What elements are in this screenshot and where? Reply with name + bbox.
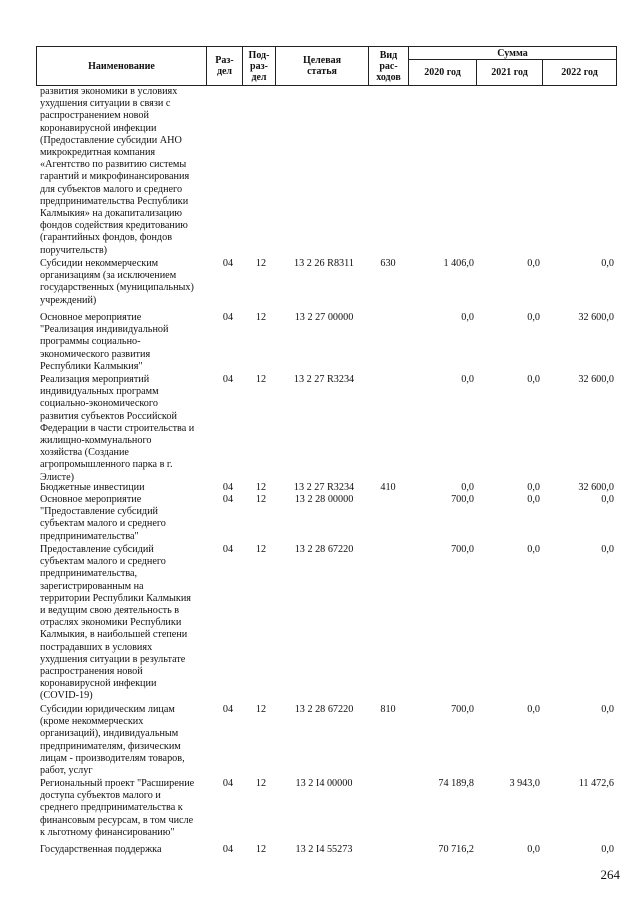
cell-y2021: 0,0: [527, 374, 540, 385]
cell-y2021: 0,0: [527, 544, 540, 555]
cell-subsection: 12: [255, 258, 267, 269]
cell-subsection: 12: [255, 704, 267, 715]
cell-y2022: 32 600,0: [578, 312, 614, 323]
cell-y2021: 3 943,0: [509, 778, 540, 789]
cell-target: 13 2 28 00000: [294, 494, 354, 505]
cell-y2022: 32 600,0: [578, 374, 614, 385]
cell-target: 13 2 I4 55273: [295, 844, 353, 855]
cell-subsection: 12: [255, 494, 267, 505]
cell-section: 04: [222, 374, 234, 385]
cell-subsection: 12: [255, 482, 267, 493]
cell-y2020: 1 406,0: [443, 258, 474, 269]
cell-section: 04: [222, 704, 234, 715]
cell-kind: 410: [380, 482, 396, 493]
cell-target: 13 2 27 R3234: [293, 374, 355, 385]
cell-name: Субсидии юридическим лицам (кроме некоммерческих организаций), индивидуальным предпринимателям, физическим лицам - производителям товаров, работ, услуг: [40, 704, 185, 777]
cell-y2020: 70 716,2: [438, 844, 474, 855]
cell-target: 13 2 26 R8311: [294, 258, 354, 269]
cell-section: 04: [222, 482, 234, 493]
cell-name: Бюджетные инвестиции: [40, 482, 145, 493]
cell-y2021: 0,0: [527, 312, 540, 323]
header-section: Раз- дел: [206, 46, 243, 86]
cell-y2021: 0,0: [527, 258, 540, 269]
cell-y2022: 0,0: [601, 494, 614, 505]
cell-name: развития экономики в условиях ухудшения ситуации в связи с распространением новой коронавирусной инфекции (Предоставление субсидии АНО микрокредитная компания «Агентство по развитию системы гарантий и микрофинансирования для субъектов малого и среднего предпринимательства Республики Калмыкия» на докапитализацию фондов содействия кредитованию (гарантийных фондов, фондов поручительств): [40, 86, 190, 256]
cell-subsection: 12: [255, 844, 267, 855]
cell-y2020: 74 189,8: [438, 778, 474, 789]
page-number: 264: [600, 867, 620, 882]
header-year-2021: 2021 год: [476, 59, 543, 86]
cell-name: Основное мероприятие "Реализация индивидуальной программы социально- экономического развития Республики Калмыкия": [40, 312, 169, 372]
cell-name: Государственная поддержка: [40, 844, 162, 855]
cell-subsection: 12: [255, 778, 267, 789]
header-kind: Вид рас- ходов: [368, 46, 409, 86]
cell-y2020: 0,0: [461, 374, 474, 385]
cell-section: 04: [222, 544, 234, 555]
cell-subsection: 12: [255, 312, 267, 323]
cell-y2021: 0,0: [527, 482, 540, 493]
cell-y2020: 700,0: [451, 494, 474, 505]
cell-y2020: 0,0: [461, 312, 474, 323]
cell-subsection: 12: [255, 544, 267, 555]
cell-section: 04: [222, 258, 234, 269]
cell-section: 04: [222, 778, 234, 789]
cell-y2022: 0,0: [601, 258, 614, 269]
cell-target: 13 2 I4 00000: [295, 778, 353, 789]
cell-kind: 630: [380, 258, 396, 269]
table-header: [36, 46, 617, 86]
cell-section: 04: [222, 844, 234, 855]
cell-name: Субсидии некоммерческим организациям (за исключением государственных (муниципальных) учреждений): [40, 258, 194, 306]
header-year-2020: 2020 год: [408, 59, 477, 86]
cell-name: Предоставление субсидий субъектам малого и среднего предпринимательства, зарегистрированным на территории Республики Калмыкия и ведущим свою деятельность в отраслях экономики Республики Калмыкия, в наибольшей степени пострадавших в условиях ухудшения ситуации в результате распространения новой коронавирусной инфекции (COVID-19): [40, 544, 191, 702]
cell-kind: 810: [380, 704, 396, 715]
header-sum: Сумма: [408, 46, 617, 60]
cell-section: 04: [222, 494, 234, 505]
header-year-2022: 2022 год: [542, 59, 617, 86]
cell-y2021: 0,0: [527, 704, 540, 715]
cell-name: Региональный проект "Расширение доступа субъектов малого и среднего предпринимательства к финансовым ресурсам, в том числе к льготному финансированию": [40, 778, 195, 838]
header-target: Целевая статья: [275, 46, 369, 86]
cell-y2020: 0,0: [461, 482, 474, 493]
cell-y2020: 700,0: [451, 704, 474, 715]
cell-y2022: 11 472,6: [578, 778, 614, 789]
cell-name: Реализация мероприятий индивидуальных программ социально-экономического развития субъектов Российской Федерации в части строительства и жилищно-коммунального хозяйства (Создание агропромышленного парка в г. Элисте): [40, 374, 195, 483]
cell-section: 04: [222, 312, 234, 323]
cell-target: 13 2 28 67220: [294, 704, 354, 715]
cell-y2022: 0,0: [601, 544, 614, 555]
cell-y2022: 0,0: [601, 704, 614, 715]
cell-target: 13 2 27 R3234: [293, 482, 355, 493]
cell-target: 13 2 28 67220: [294, 544, 354, 555]
cell-y2021: 0,0: [527, 844, 540, 855]
header-name: Наименование: [36, 46, 207, 86]
cell-y2022: 32 600,0: [578, 482, 614, 493]
cell-subsection: 12: [255, 374, 267, 385]
cell-target: 13 2 27 00000: [294, 312, 354, 323]
cell-y2022: 0,0: [601, 844, 614, 855]
cell-name: Основное мероприятие "Предоставление субсидий субъектам малого и среднего предпринимательства": [40, 494, 166, 542]
cell-y2020: 700,0: [451, 544, 474, 555]
cell-y2021: 0,0: [527, 494, 540, 505]
header-subsection: Под- раз- дел: [242, 46, 276, 86]
